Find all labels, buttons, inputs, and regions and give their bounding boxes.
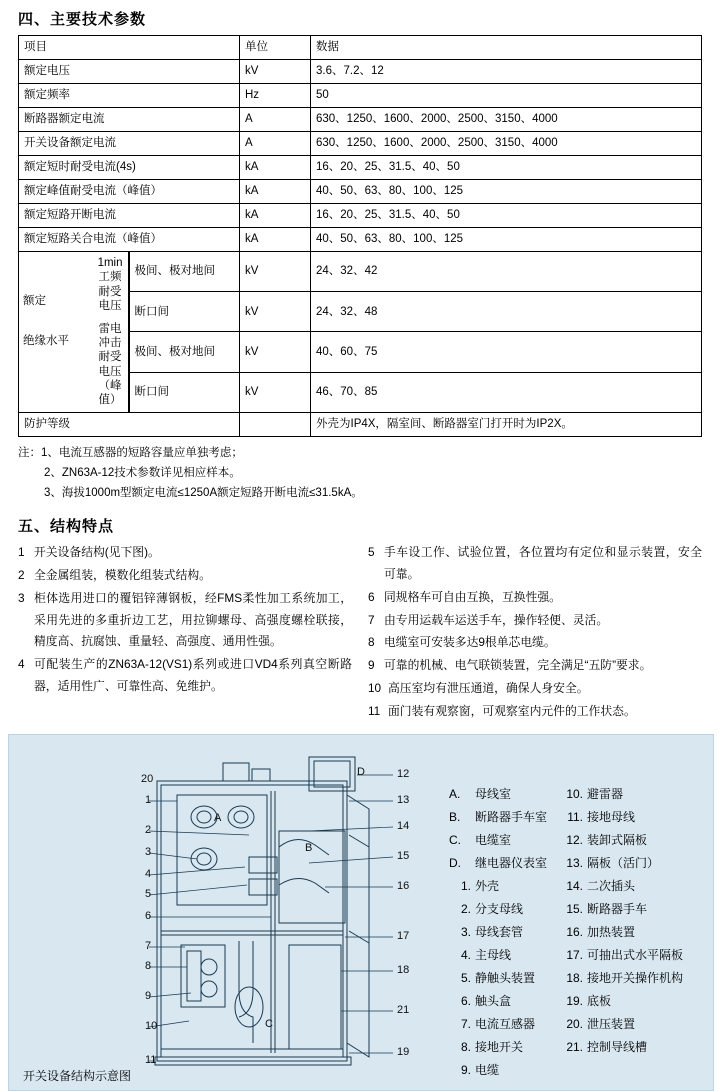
legend-key: D. (449, 855, 461, 870)
legend-key: 1. (460, 878, 471, 893)
insulation-data: 24、32、48 (311, 292, 702, 332)
section-title-parameters: 四、主要技术参数 (18, 11, 147, 28)
table-row (19, 108, 702, 132)
header-unit: 单位 (240, 36, 311, 60)
legend-label: 可抽出式水平隔板 (587, 947, 684, 962)
features-right-column (368, 542, 702, 724)
feature-text: 高压室均有泄压通道，确保人身安全。 (388, 681, 589, 695)
row-data: 外壳为IP4X，隔室间、断路器室门打开时为IP2X。 (311, 412, 702, 436)
legend-item (561, 898, 683, 921)
list-item (368, 587, 702, 609)
insulation-subname-2: 雷电冲击耐受电压（峰值） (93, 318, 128, 412)
figure-caption: 开关设备结构示意图 (23, 1068, 132, 1083)
feature-number: 1 (18, 545, 25, 560)
callout-3: 3 (145, 845, 152, 858)
feature-number: 3 (18, 590, 25, 605)
list-item (18, 588, 352, 653)
compartment-letter-B: B (305, 841, 313, 854)
row-unit (240, 412, 311, 436)
legend-label: 二次插头 (587, 878, 636, 893)
feature-number: 7 (368, 612, 375, 627)
legend-label: 静触头装置 (475, 970, 536, 985)
callout-13: 13 (397, 793, 410, 806)
legend-item (449, 898, 547, 921)
callout-14: 14 (397, 819, 410, 832)
row-item: 防护等级 (19, 412, 240, 436)
legend-label: 电缆 (475, 1063, 500, 1077)
legend-key: 18. (566, 970, 584, 985)
row-unit: A (240, 108, 311, 132)
legend-item (561, 990, 683, 1013)
callout-5: 5 (145, 887, 152, 900)
table-header-row (19, 36, 702, 60)
legend-label: 主母线 (475, 947, 512, 962)
compartment-letter-C: C (265, 1017, 273, 1030)
header-data: 数据 (311, 36, 702, 60)
legend-label: 加热装置 (587, 924, 636, 939)
features-block (0, 542, 720, 724)
insulation-cond: 断口间 (129, 372, 240, 412)
compartment-letter-A: A (214, 811, 222, 824)
row-data: 16、20、25、31.5、40、50 (311, 204, 702, 228)
legend-label: 接地开关 (475, 1039, 524, 1054)
row-unit: kV (240, 60, 311, 84)
legend-key: A. (449, 786, 461, 801)
table-row (19, 412, 702, 436)
insulation-cond: 断口间 (129, 292, 240, 332)
callout-1: 1 (145, 793, 152, 806)
legend-key: 11. (567, 809, 584, 824)
legend-label: 继电器仪表室 (475, 855, 548, 870)
legend-column-2 (561, 783, 683, 1082)
note-1: 注：1、电流互感器的短路容量应单独考虑； (18, 446, 243, 459)
spec-table (18, 35, 702, 437)
feature-number: 11 (368, 703, 381, 718)
table-row (19, 228, 702, 252)
legend-item (449, 990, 547, 1013)
legend-item (561, 875, 683, 898)
table-row (19, 84, 702, 108)
legend-label: 接地母线 (587, 809, 636, 824)
legend-key: 8. (460, 1039, 471, 1054)
row-unit: A (240, 132, 311, 156)
list-item (368, 632, 702, 654)
legend-item (449, 944, 547, 967)
legend-label: 触头盒 (475, 993, 512, 1008)
legend-label: 断路器手车室 (475, 809, 548, 824)
document-page (0, 8, 720, 1083)
legend-key: 16. (566, 924, 584, 939)
table-row (19, 60, 702, 84)
row-item: 额定短路开断电流 (19, 204, 240, 228)
callout-11: 11 (145, 1053, 157, 1066)
callout-9: 9 (145, 989, 152, 1002)
legend-key: 19. (566, 993, 584, 1008)
row-item: 额定短路关合电流（峰值） (19, 228, 240, 252)
insulation-cond: 极间、极对地间 (129, 332, 240, 372)
list-item (368, 678, 702, 700)
header-item: 项目 (19, 36, 240, 60)
legend-item (561, 1013, 683, 1036)
legend-label: 泄压装置 (587, 1016, 636, 1031)
callout-6: 6 (145, 909, 152, 922)
legend-label: 隔板（活门） (587, 855, 660, 870)
insulation-cond: 极间、极对地间 (129, 252, 240, 292)
legend-key: 17. (566, 947, 584, 962)
feature-text: 可配装生产的ZN63A-12(VS1)系列或进口VD4系列真空断路器，适用性广、可靠性高、免维护。 (34, 657, 352, 693)
legend-key: 10. (566, 786, 584, 801)
legend-label: 避雷器 (587, 786, 624, 801)
table-row (19, 156, 702, 180)
callout-16: 16 (397, 879, 410, 892)
insulation-data: 46、70、85 (311, 372, 702, 412)
feature-text: 同规格车可自由互换，互换性强。 (384, 589, 561, 604)
insulation-data: 24、32、42 (311, 252, 702, 292)
callout-10: 10 (145, 1019, 158, 1032)
insulation-group-cell (19, 252, 130, 413)
row-data: 50 (311, 84, 702, 108)
row-item: 额定峰值耐受电流（峰值） (19, 180, 240, 204)
list-item (18, 542, 352, 564)
callout-8: 8 (145, 959, 152, 972)
insulation-label-line1: 额定 (23, 294, 46, 307)
row-item: 额定电压 (19, 60, 240, 84)
row-data: 630、1250、1600、2000、2500、3150、4000 (311, 108, 702, 132)
row-unit: kA (240, 204, 311, 228)
legend-label: 母线套管 (475, 924, 524, 939)
row-item: 额定短时耐受电流(4s) (19, 156, 240, 180)
list-item (18, 565, 352, 587)
row-item: 开关设备额定电流 (19, 132, 240, 156)
insulation-unit: kV (240, 372, 311, 412)
feature-text: 电缆室可安装多达9根单芯电缆。 (384, 635, 556, 650)
feature-text: 开关设备结构(见下图)。 (34, 545, 160, 560)
legend-item (449, 783, 547, 806)
legend-item (561, 967, 683, 990)
insulation-unit: kV (240, 292, 311, 332)
legend-label: 外壳 (475, 878, 500, 893)
row-data: 40、50、63、80、100、125 (311, 228, 702, 252)
legend-label: 母线室 (475, 786, 512, 801)
legend-column-1 (449, 783, 547, 1082)
legend-item (449, 1013, 547, 1036)
legend-item (449, 852, 547, 875)
callout-7: 7 (145, 939, 152, 952)
callout-21: 21 (397, 1003, 410, 1016)
section-title-structure: 五、结构特点 (18, 518, 115, 536)
feature-number: 4 (18, 657, 25, 672)
feature-text: 可靠的机械、电气联锁装置，完全满足“五防”要求。 (384, 658, 652, 673)
legend-key: 9. (460, 1063, 471, 1077)
callout-15: 15 (397, 849, 410, 862)
legend-item (449, 921, 547, 944)
insulation-data: 40、60、75 (311, 332, 702, 372)
row-data: 630、1250、1600、2000、2500、3150、4000 (311, 132, 702, 156)
list-item (368, 542, 702, 586)
table-row (19, 180, 702, 204)
legend-item (561, 829, 683, 852)
legend-item (561, 852, 683, 875)
legend-item (561, 783, 683, 806)
list-item (368, 610, 702, 632)
legend-key: 20. (566, 1016, 584, 1031)
callout-12: 12 (397, 767, 410, 780)
callout-18: 18 (397, 963, 410, 976)
legend-key: 13. (566, 855, 584, 870)
legend-key: 14. (566, 878, 584, 893)
legend-item (561, 1036, 683, 1059)
legend-key: 21. (566, 1039, 584, 1054)
legend-label: 控制导线槽 (587, 1039, 648, 1054)
feature-text: 面门装有观察窗，可观察室内元件的工作状态。 (388, 703, 636, 718)
legend-key: 4. (460, 947, 471, 962)
feature-number: 8 (368, 635, 375, 650)
row-item: 额定频率 (19, 84, 240, 108)
legend-label: 装卸式隔板 (587, 832, 648, 847)
legend-label: 电流互感器 (475, 1016, 536, 1031)
row-unit: kA (240, 180, 311, 204)
callout-17: 17 (397, 929, 410, 942)
list-item (368, 655, 702, 677)
legend-label: 底板 (587, 993, 612, 1008)
row-item: 断路器额定电流 (19, 108, 240, 132)
feature-number: 9 (368, 658, 375, 673)
feature-text: 全金属组装，模数化组装式结构。 (34, 567, 211, 582)
table-row (19, 204, 702, 228)
feature-text: 柜体选用进口的覆铝锌薄钢板，经FMS柔性加工系统加工，采用先进的多重折边工艺，用拉铆螺母、高强度螺栓联接，精度高、抗腐蚀、重量轻、高强度、通用性强。 (34, 590, 352, 649)
feature-number: 6 (368, 589, 375, 604)
legend-key: 2. (460, 901, 471, 916)
row-data: 16、20、25、31.5、40、50 (311, 156, 702, 180)
row-unit: Hz (240, 84, 311, 108)
note-3: 3、海拔1000m型额定电流≤1250A额定短路开断电流≤31.5kA。 (44, 487, 363, 499)
legend-label: 电缆室 (475, 832, 512, 847)
legend-item (561, 944, 683, 967)
legend-label: 断路器手车 (587, 901, 648, 916)
row-unit: kA (240, 156, 311, 180)
note-2: 2、ZN63A-12技术参数详见相应样本。 (44, 466, 241, 479)
table-row (19, 132, 702, 156)
insulation-unit: kV (240, 332, 311, 372)
notes-block (18, 443, 720, 503)
feature-text: 手车设工作、试验位置，各位置均有定位和显示装置，安全可靠。 (384, 545, 702, 581)
legend-key: 7. (460, 1016, 471, 1031)
legend-item (449, 806, 547, 829)
list-item (18, 654, 352, 698)
figure-legend (449, 783, 683, 1082)
callout-20: 20 (141, 772, 154, 785)
legend-key: 12. (566, 832, 584, 847)
list-item (368, 701, 702, 723)
feature-number: 10 (368, 681, 382, 695)
legend-item (449, 967, 547, 990)
legend-item (449, 829, 547, 852)
legend-item (449, 1036, 547, 1059)
legend-label: 接地开关操作机构 (587, 970, 684, 985)
compartment-letter-D: D (357, 765, 365, 778)
features-left-column (18, 542, 352, 724)
row-data: 3.6、7.2、12 (311, 60, 702, 84)
legend-item (449, 1059, 547, 1082)
feature-number: 5 (368, 545, 375, 560)
legend-key: 15. (566, 901, 584, 916)
legend-key: 5. (460, 970, 471, 985)
row-data: 40、50、63、80、100、125 (311, 180, 702, 204)
feature-text: 由专用运载车运送手车，操作轻便、灵活。 (384, 612, 609, 627)
feature-number: 2 (18, 567, 25, 582)
legend-key: B. (449, 809, 461, 824)
callout-4: 4 (145, 867, 152, 880)
insulation-subname-1: 1min工频耐受电压 (93, 252, 128, 318)
legend-item (449, 875, 547, 898)
legend-label: 分支母线 (475, 901, 524, 916)
legend-key: 3. (460, 924, 471, 939)
insulation-unit: kV (240, 252, 311, 292)
legend-item (561, 921, 683, 944)
table-row-insulation (19, 252, 702, 292)
row-unit: kA (240, 228, 311, 252)
switchgear-structure-figure (8, 734, 714, 1091)
callout-19: 19 (397, 1045, 410, 1058)
legend-key: C. (449, 832, 461, 847)
insulation-label-line2: 绝缘水平 (23, 334, 69, 347)
legend-item (561, 806, 683, 829)
callout-2: 2 (145, 823, 152, 836)
legend-key: 6. (460, 993, 471, 1008)
